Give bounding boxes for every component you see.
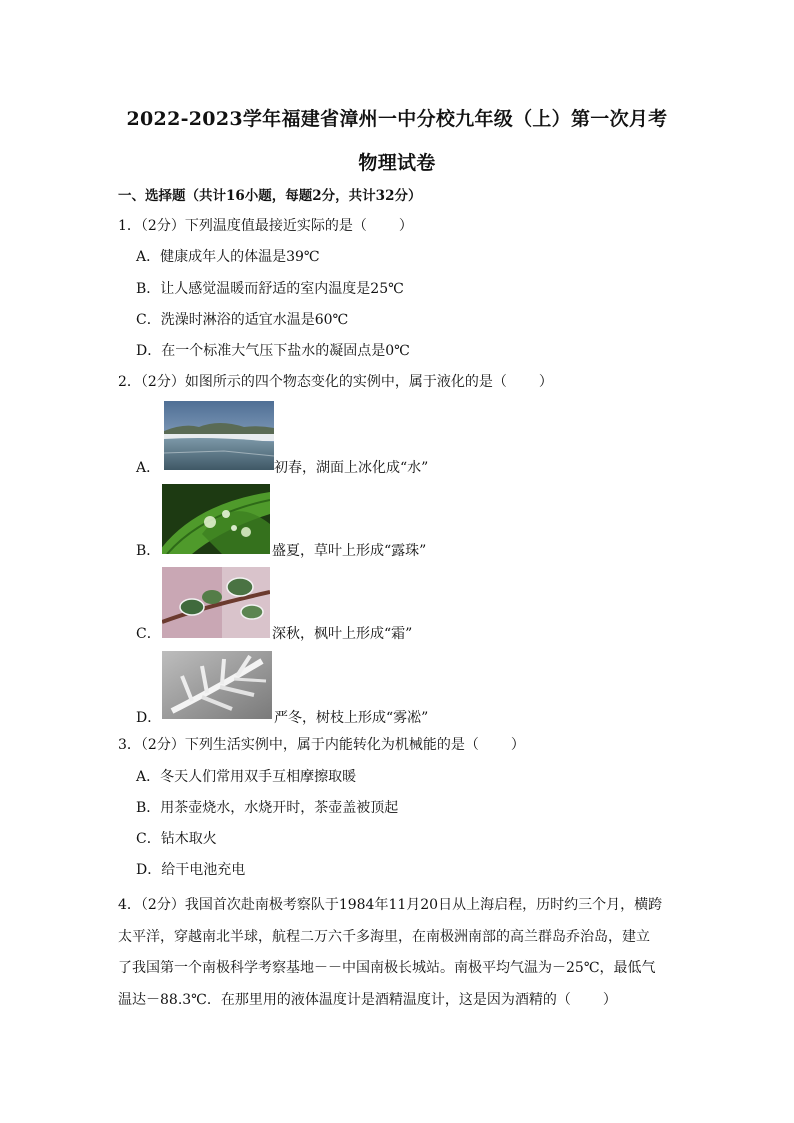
q3-option-d: D．给干电池充电 <box>136 862 246 878</box>
q2-option-a-caption: 初春，湖面上冰化成“水” <box>274 460 429 476</box>
section-heading: 一、选择题（共计16小题，每题2分，共计32分） <box>118 188 422 204</box>
question-2-stem: 2．（2分）如图所示的四个物态变化的实例中，属于液化的是（ ） <box>118 374 553 390</box>
q2-option-d-caption: 严冬，树枝上形成“雾凇” <box>274 710 429 726</box>
q3-option-b: B．用茶壶烧水，水烧开时，茶壶盖被顶起 <box>136 800 399 816</box>
question-3-stem: 3．（2分）下列生活实例中，属于内能转化为机械能的是（ ） <box>118 737 525 753</box>
question-4-stem <box>118 890 678 1016</box>
q1-option-b: B．让人感觉温暖而舒适的室内温度是25℃ <box>136 281 404 297</box>
frozen-lake-photo <box>164 401 274 470</box>
frost-on-leaves-photo <box>162 567 270 638</box>
q2-option-b <box>136 484 536 561</box>
q4-line-2: 太平洋，穿越南北半球，航程二万六千多海里，在南极洲南部的高兰群岛乔治岛，建立 <box>118 928 650 945</box>
q2-option-a <box>136 401 536 478</box>
q4-line-1: 4．（2分）我国首次赴南极考察队于1984年11月20日从上海启程，历时约三个月，横跨 <box>118 897 663 913</box>
q1-option-a: A．健康成年人的体温是39℃ <box>136 249 320 265</box>
q3-option-c: C．钻木取火 <box>136 831 217 847</box>
question-1-stem: 1．（2分）下列温度值最接近实际的是（ ） <box>118 218 413 234</box>
exam-title: 2022-2023学年福建省漳州一中分校九年级（上）第一次月考 <box>126 108 668 130</box>
exam-subtitle: 物理试卷 <box>358 152 436 174</box>
q2-option-c <box>136 567 536 644</box>
q2-option-a-letter: A． <box>136 460 161 476</box>
q2-option-d <box>136 651 536 728</box>
q4-line-3: 了我国第一个南极科学考察基地－－中国南极长城站。南极平均气温为－25℃，最低气 <box>118 960 656 976</box>
q4-line-4: 温达－88.3℃．在那里用的液体温度计是酒精温度计，这是因为酒精的（ ） <box>118 991 617 1008</box>
q2-option-b-letter: B． <box>136 543 161 559</box>
dew-on-leaf-photo <box>162 484 270 554</box>
q1-option-c: C．洗澡时淋浴的适宜水温是60℃ <box>136 312 349 328</box>
q2-option-c-letter: C． <box>136 626 161 642</box>
q1-option-d: D．在一个标准大气压下盐水的凝固点是0℃ <box>136 343 410 359</box>
q2-option-d-letter: D． <box>136 710 162 726</box>
q3-option-a: A．冬天人们常用双手互相摩擦取暖 <box>136 769 357 785</box>
q2-option-b-caption: 盛夏，草叶上形成“露珠” <box>272 543 427 559</box>
rime-on-branch-photo <box>162 651 272 719</box>
q2-option-c-caption: 深秋，枫叶上形成“霜” <box>272 626 413 642</box>
